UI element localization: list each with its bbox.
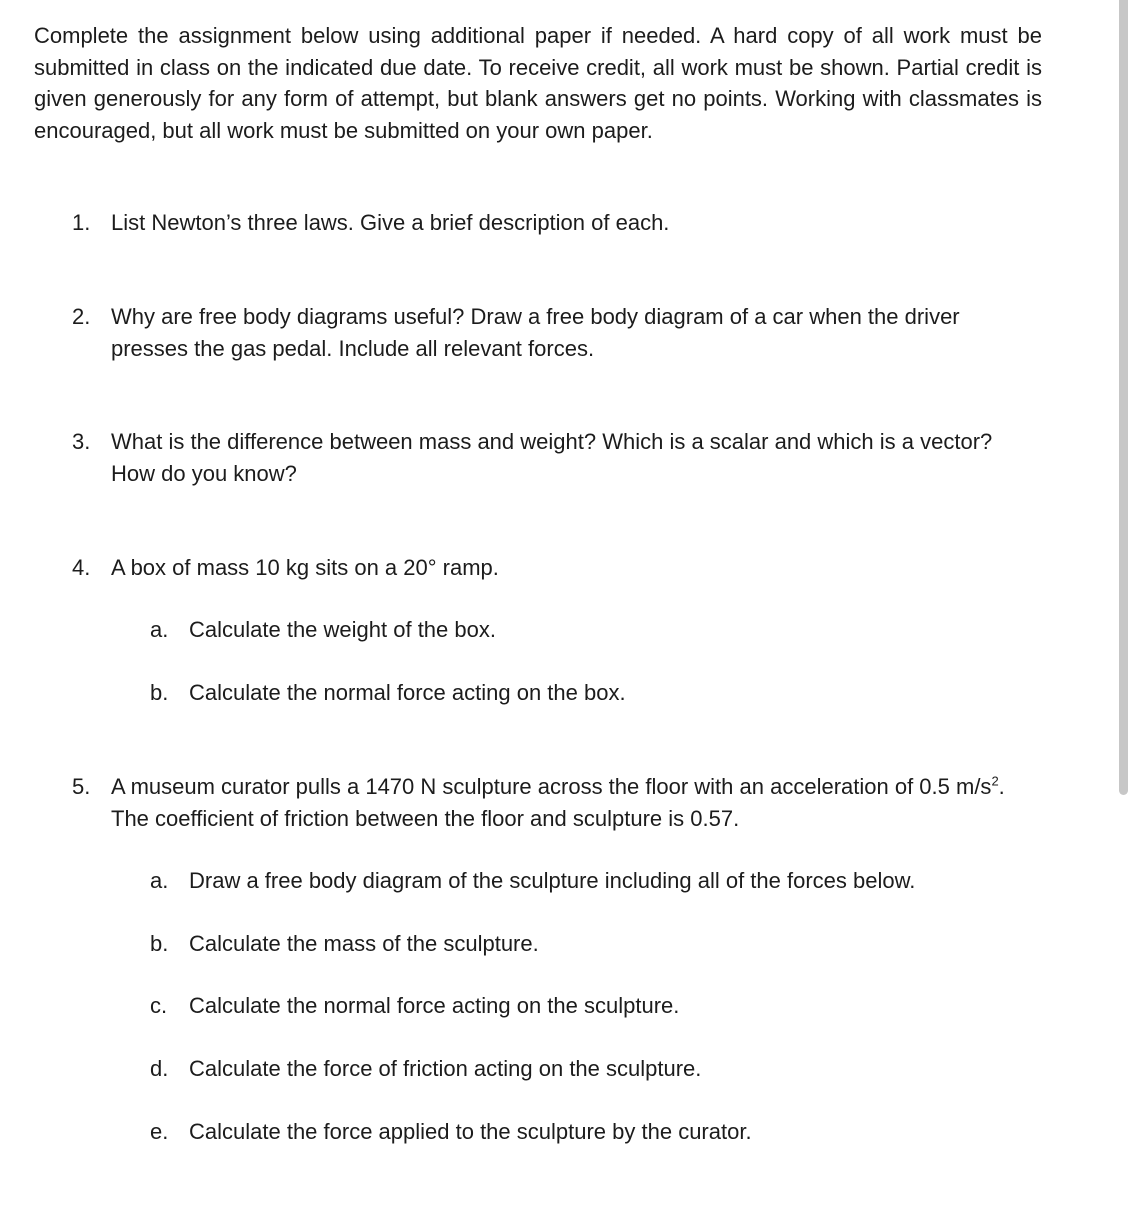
question-text-main: A museum curator pulls a 1470 N sculpture across the floor with an acceleration of 0.5 m/s: [111, 774, 992, 799]
question-number: 1.: [72, 210, 91, 235]
question-number: 2.: [72, 304, 91, 329]
question-3: [72, 426, 1032, 490]
question-5-part-e: [150, 1116, 1030, 1148]
instructions-paragraph: [34, 20, 1042, 146]
part-text: Calculate the weight of the box.: [189, 617, 496, 642]
part-letter: c.: [150, 993, 168, 1018]
part-text: Calculate the normal force acting on the sculpture.: [189, 993, 680, 1018]
question-text: Why are free body diagrams useful? Draw a free body diagram of a car when the driver presses the gas pedal. Include all relevant forces.: [111, 304, 960, 361]
part-letter: d.: [150, 1056, 169, 1081]
part-letter: e.: [150, 1119, 169, 1144]
part-letter: a.: [150, 617, 169, 642]
question-4-part-b: [150, 677, 1030, 709]
part-letter: a.: [150, 868, 169, 893]
part-letter: b.: [150, 931, 169, 956]
question-text-rest: . The coefficient of friction between the floor and sculpture is 0.57.: [111, 774, 1005, 831]
question-1: [72, 207, 1032, 239]
question-text: List Newton’s three laws. Give a brief description of each.: [111, 210, 670, 235]
question-number: 5.: [72, 774, 91, 799]
question-text: [111, 771, 1032, 835]
part-letter: b.: [150, 680, 169, 705]
part-text: Calculate the force of friction acting on the sculpture.: [189, 1056, 702, 1081]
question-5: [72, 771, 1032, 835]
question-5-part-b: [150, 928, 1030, 960]
question-text: A box of mass 10 kg sits on a 20° ramp.: [111, 555, 499, 580]
question-5-part-a: [150, 865, 1030, 897]
question-number: 3.: [72, 429, 91, 454]
vertical-scrollbar[interactable]: [1119, 0, 1128, 795]
question-4: [72, 552, 1032, 584]
part-text: Calculate the normal force acting on the box.: [189, 680, 626, 705]
question-5-part-c: [150, 990, 1030, 1022]
question-number: 4.: [72, 555, 91, 580]
question-2: [72, 301, 1032, 365]
superscript: 2: [991, 773, 999, 789]
part-text: Calculate the force applied to the sculpture by the curator.: [189, 1119, 752, 1144]
question-4-part-a: [150, 614, 1030, 646]
question-text: What is the difference between mass and weight? Which is a scalar and which is a vector? How do you know?: [111, 429, 993, 486]
part-text: Draw a free body diagram of the sculpture including all of the forces below.: [189, 868, 916, 893]
instructions-text: Complete the assignment below using additional paper if needed. A hard copy of all work must be submitted in class on the indicated due date. To receive credit, all work must be shown. Partial credit is given generously for any form of attempt, but blank answers get no points. Working with classmates is encouraged, but all work must be submitted on your own paper.: [34, 23, 1042, 143]
part-text: Calculate the mass of the sculpture.: [189, 931, 539, 956]
question-5-part-d: [150, 1053, 1030, 1085]
